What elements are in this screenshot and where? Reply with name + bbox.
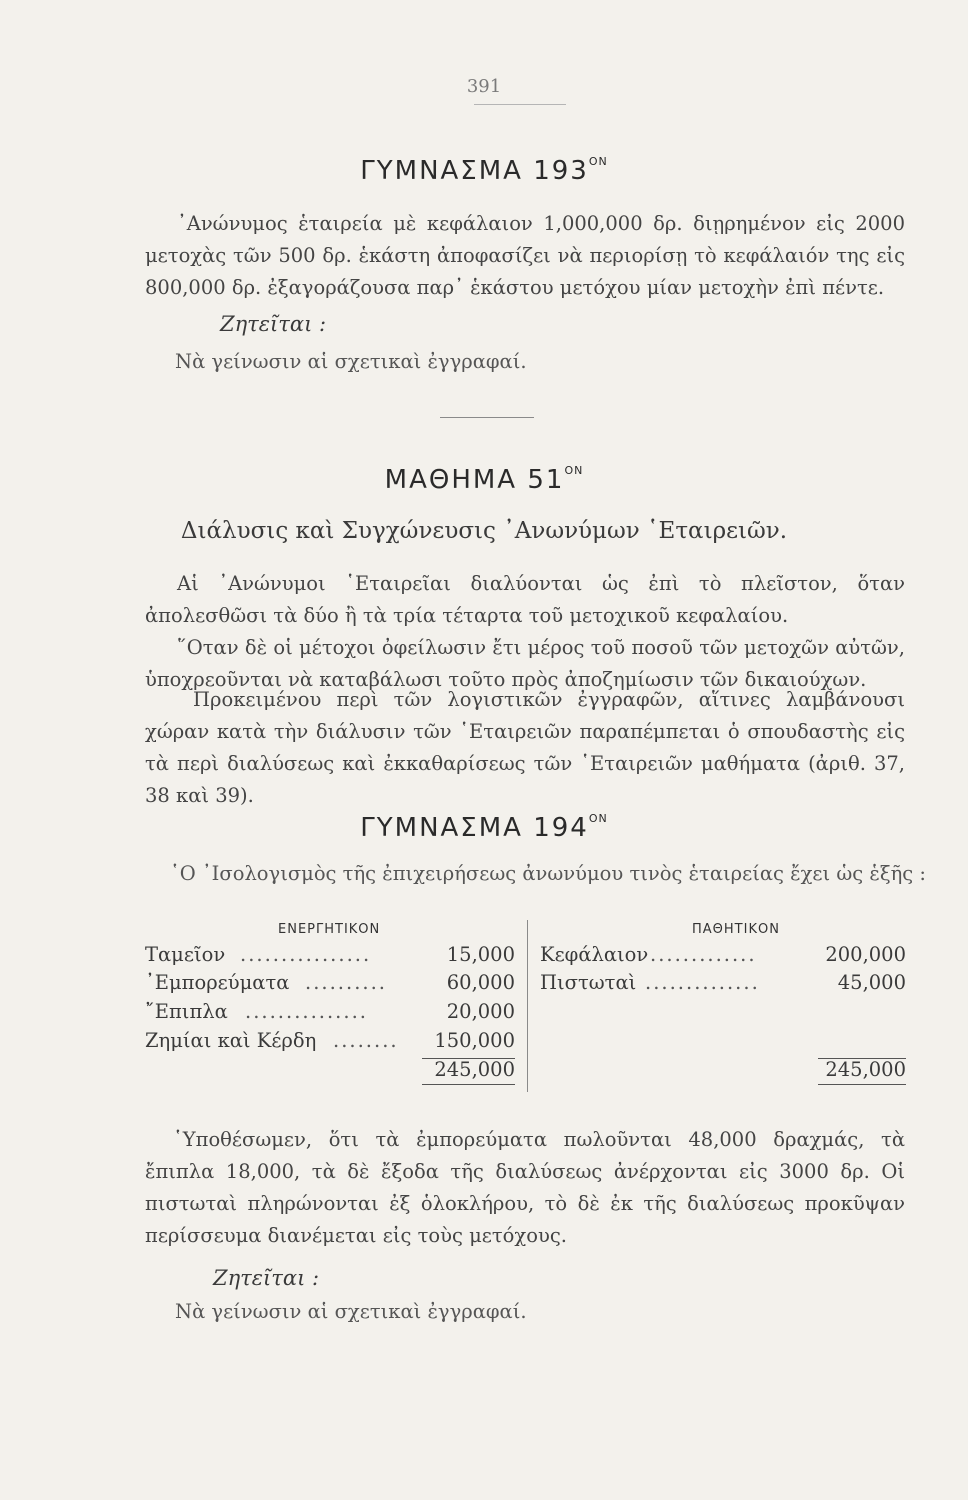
assets-total-underline: [422, 1084, 515, 1085]
page-number: 391: [466, 76, 502, 97]
asset-label: ᾽Εμπορεύματα: [145, 971, 290, 994]
exercise-194-request: Νὰ γείνωσιν αἱ σχετικαὶ ἐγγραφαί.: [175, 1300, 527, 1323]
lesson-51-paragraph-3: Προκειμένου περὶ τῶν λογιστικῶν ἐγγραφῶν, αἵτινες λαμβάνουσι χώραν κατὰ τὴν διάλυσιν τῶν ῾Εταιρειῶν παραπέμπεται ὁ σπουδαστὴς εἰς τὰ περὶ διαλύσεως καὶ ἐκκαθαρίσεως τῶν ῾Εταιρειῶν μαθήματα (ἀριθ. 37, 38 καὶ 39).: [145, 688, 905, 807]
lesson-51-paragraph-2: ῞Οταν δὲ οἱ μέτοχοι ὀφείλωσιν ἔτι μέρος τοῦ ποσοῦ τῶν μετοχῶν αὐτῶν, ὑποχρεοῦνται νὰ καταβάλωσι τοῦτο πρὸς ἀποζημίωσιν τῶν δικαιούχων.: [145, 636, 905, 691]
asset-row: [145, 1026, 515, 1056]
asset-label: ῎Επιπλα: [145, 1000, 228, 1023]
liability-row: [540, 940, 906, 970]
leader-dots: .............: [650, 943, 757, 966]
exercise-193-request: Νὰ γείνωσιν αἱ σχετικαὶ ἐγγραφαί.: [175, 350, 527, 373]
exercise-194-heading: [0, 812, 968, 843]
leader-dots: ...............: [245, 1000, 368, 1023]
exercise-194-heading-sup: ON: [588, 812, 608, 825]
leader-dots: ........: [333, 1029, 399, 1052]
lesson-51-heading: [0, 464, 968, 495]
exercise-193-heading-text: ΓΥΜΝΑΣΜΑ 193: [360, 156, 589, 186]
page-number-rule: [474, 104, 566, 105]
asset-label: Ταμεῖον: [145, 943, 226, 966]
liability-row: [540, 968, 906, 998]
lesson-51-subtitle: Διάλυσις καὶ Συγχώνευσις ᾽Ανωνύμων ῾Εταιρειῶν.: [180, 518, 788, 544]
liabilities-total-underline: [818, 1084, 906, 1085]
leader-dots: ..............: [645, 971, 760, 994]
lesson-51-paragraph-1: Αἱ ᾽Ανώνυμοι ῾Εταιρεῖαι διαλύονται ὡς ἐπὶ τὸ πλεῖστον, ὅταν ἀπολεσθῶσι τὰ δύο ἢ τὰ τρία τέταρτα τοῦ μετοχικοῦ κεφαλαίου.: [145, 572, 905, 627]
assets-total: 245,000: [434, 1058, 515, 1081]
balance-divider: [527, 920, 528, 1092]
liability-label: Κεφάλαιον: [540, 943, 649, 966]
asset-amount: 15,000: [446, 943, 515, 966]
exercise-193-text: ᾽Ανώνυμος ἑταιρεία μὲ κεφάλαιον 1,000,000 δρ. διῃρημένον εἰς 2000 μετοχὰς τῶν 500 δρ. ἑκάστη ἀποφασίζει νὰ περιορίσῃ τὸ κεφάλαιόν της εἰς 800,000 δρ. ἐξαγοράζουσα παρ᾽ ἑκάστου μετόχου μίαν μετοχὴν ἐπὶ πέντε.: [145, 212, 905, 299]
exercise-194-zitetai: Ζητεῖται :: [213, 1266, 320, 1290]
leader-dots: ................: [240, 943, 372, 966]
liability-label: Πιστωταὶ: [540, 971, 637, 994]
assets-title: ΕΝΕΡΓΗΤΙΚΟΝ: [278, 922, 381, 937]
asset-amount: 20,000: [446, 1000, 515, 1023]
liabilities-total: 245,000: [825, 1058, 906, 1081]
exercise-193-zitetai: Ζητεῖται :: [220, 312, 327, 336]
asset-label: Ζημίαι καὶ Κέρδη: [145, 1029, 317, 1052]
liability-amount: 45,000: [837, 971, 906, 994]
asset-row: [145, 940, 515, 970]
leader-dots: ..........: [305, 971, 387, 994]
exercise-193-heading-sup: ON: [588, 155, 608, 168]
asset-amount: 150,000: [434, 1029, 515, 1052]
liabilities-title: ΠΑΘΗΤΙΚΟΝ: [692, 922, 780, 937]
exercise-194-heading-text: ΓΥΜΝΑΣΜΑ 194: [360, 813, 589, 843]
asset-amount: 60,000: [446, 971, 515, 994]
exercise-194-intro: ῾Ο ᾽Ισολογισμὸς τῆς ἐπιχειρήσεως ἀνωνύμου τινὸς ἑταιρείας ἔχει ὡς ἑξῆς :: [170, 862, 926, 885]
exercise-194-text: ῾Υποθέσωμεν, ὅτι τὰ ἐμπορεύματα πωλοῦνται 48,000 δραχμάς, τὰ ἔπιπλα 18,000, τὰ δὲ ἔξοδα τῆς διαλύσεως ἀνέρχονται εἰς 3000 δρ. Οἱ πιστωταὶ πληρώνονται ἐξ ὁλοκλήρου, τὸ δὲ ἐκ τῆς διαλύσεως προκῦψαν περίσσευμα διανέμεται εἰς τοὺς μετόχους.: [145, 1128, 905, 1247]
asset-row: [145, 968, 515, 998]
liability-amount: 200,000: [825, 943, 906, 966]
asset-row: [145, 997, 515, 1027]
lesson-51-heading-text: ΜΑΘΗΜΑ 51: [384, 465, 565, 495]
exercise-193-heading: [0, 155, 968, 186]
lesson-51-heading-sup: ON: [564, 464, 584, 477]
section-divider: [440, 417, 534, 418]
